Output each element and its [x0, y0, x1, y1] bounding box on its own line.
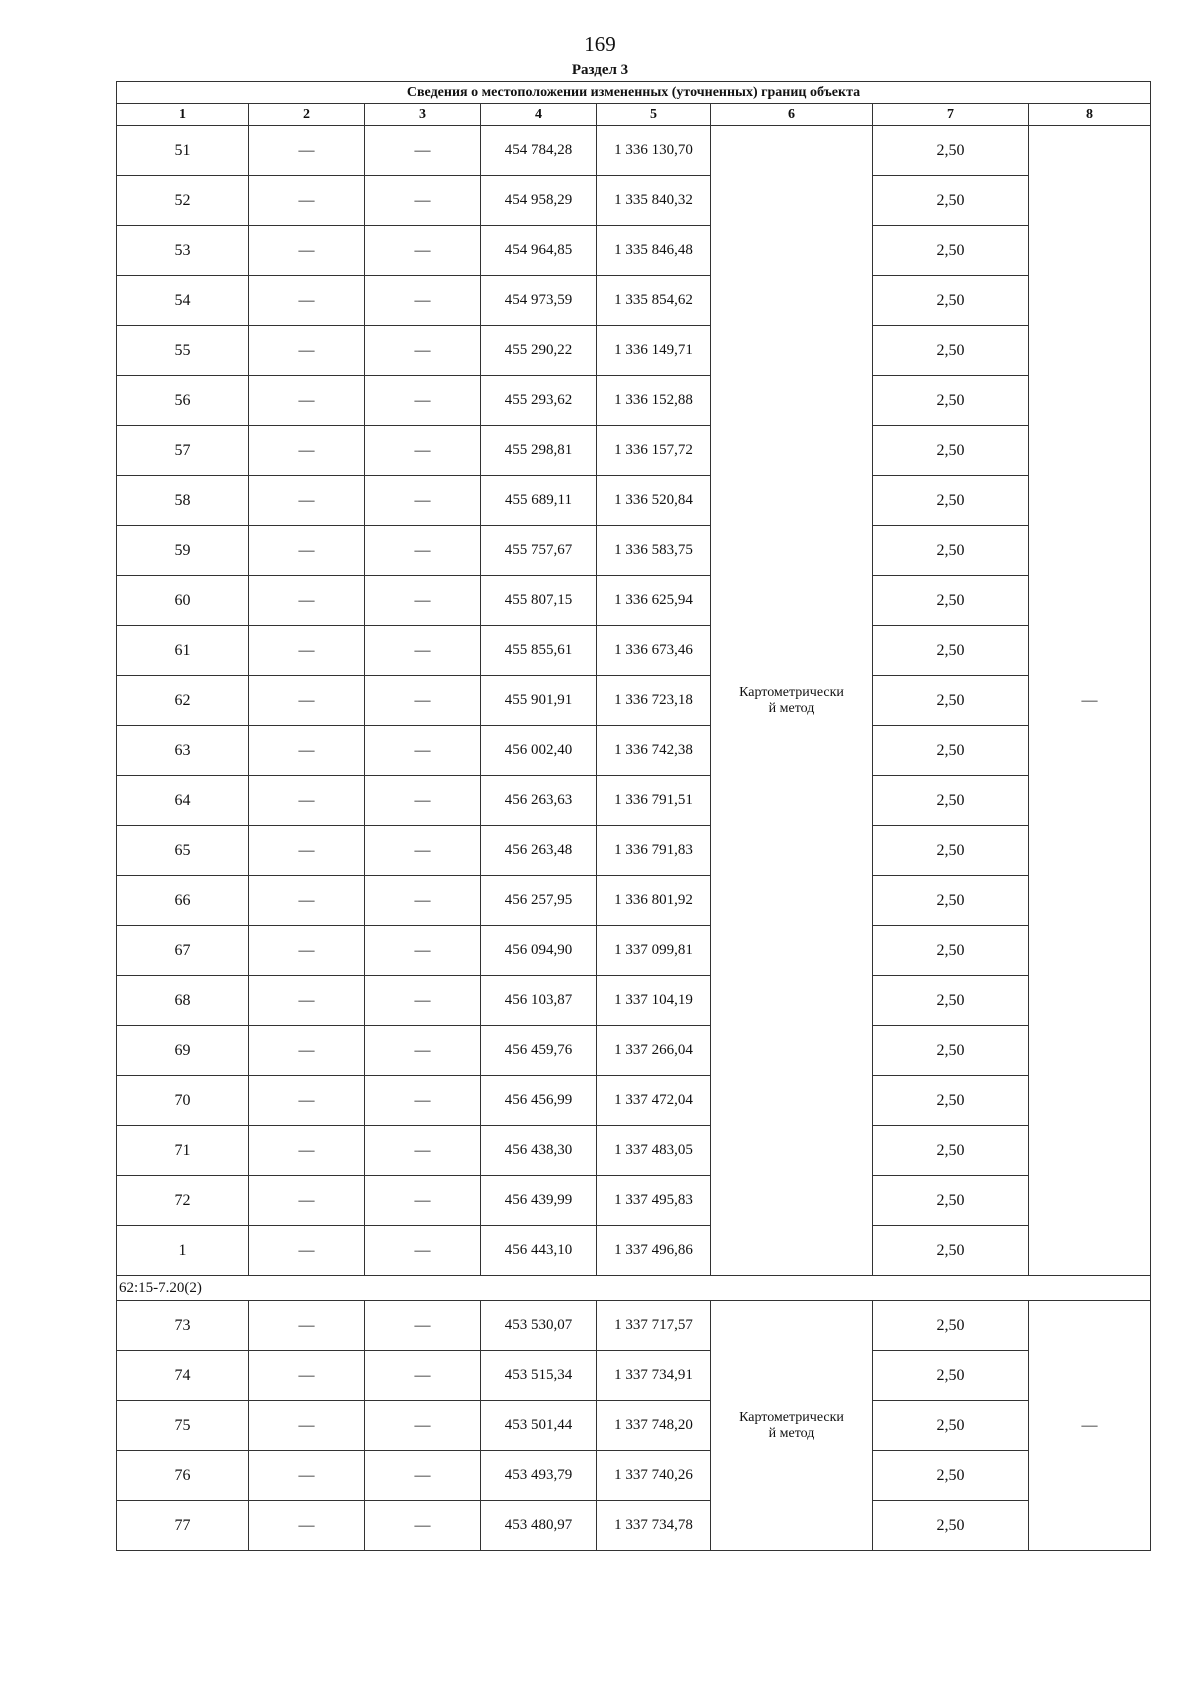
col2-value: — [249, 626, 365, 676]
table-row [117, 426, 1151, 476]
col2-value: — [249, 1226, 365, 1276]
col3-value: — [365, 476, 481, 526]
table-row [117, 1351, 1151, 1401]
col3-value: — [365, 1126, 481, 1176]
accuracy-value: 2,50 [873, 776, 1029, 826]
x-coordinate: 453 480,97 [481, 1501, 597, 1551]
col2-value: — [249, 326, 365, 376]
accuracy-value: 2,50 [873, 326, 1029, 376]
accuracy-value: 2,50 [873, 526, 1029, 576]
col2-value: — [249, 826, 365, 876]
point-number: 61 [117, 626, 249, 676]
point-number: 77 [117, 1501, 249, 1551]
column-number: 2 [249, 104, 365, 126]
point-number: 70 [117, 1076, 249, 1126]
y-coordinate: 1 336 149,71 [597, 326, 711, 376]
y-coordinate: 1 336 130,70 [597, 126, 711, 176]
point-number: 60 [117, 576, 249, 626]
x-coordinate: 456 439,99 [481, 1176, 597, 1226]
accuracy-value: 2,50 [873, 576, 1029, 626]
table-caption: Сведения о местоположении измененных (уточненных) границ объекта [117, 82, 1151, 104]
col3-value: — [365, 326, 481, 376]
point-number: 57 [117, 426, 249, 476]
col2-value: — [249, 776, 365, 826]
col2-value: — [249, 476, 365, 526]
y-coordinate: 1 336 742,38 [597, 726, 711, 776]
accuracy-value: 2,50 [873, 1301, 1029, 1351]
col3-value: — [365, 376, 481, 426]
table-row [117, 1451, 1151, 1501]
table-row [117, 576, 1151, 626]
column-numbers-row [117, 104, 1151, 126]
col2-value: — [249, 1351, 365, 1401]
accuracy-value: 2,50 [873, 726, 1029, 776]
col3-value: — [365, 426, 481, 476]
y-coordinate: 1 337 099,81 [597, 926, 711, 976]
table-row [117, 626, 1151, 676]
col2-value: — [249, 1501, 365, 1551]
accuracy-value: 2,50 [873, 1501, 1029, 1551]
y-coordinate: 1 336 801,92 [597, 876, 711, 926]
col2-value: — [249, 376, 365, 426]
col3-value: — [365, 126, 481, 176]
accuracy-value: 2,50 [873, 1176, 1029, 1226]
x-coordinate: 455 807,15 [481, 576, 597, 626]
table-row [117, 226, 1151, 276]
point-number: 58 [117, 476, 249, 526]
col2-value: — [249, 1176, 365, 1226]
point-number: 72 [117, 1176, 249, 1226]
accuracy-value: 2,50 [873, 926, 1029, 976]
x-coordinate: 456 103,87 [481, 976, 597, 1026]
point-number: 69 [117, 1026, 249, 1076]
point-number: 67 [117, 926, 249, 976]
col8-value: — [1029, 1301, 1151, 1551]
col3-value: — [365, 776, 481, 826]
y-coordinate: 1 337 496,86 [597, 1226, 711, 1276]
col2-value: — [249, 976, 365, 1026]
point-number: 52 [117, 176, 249, 226]
table-row [117, 1226, 1151, 1276]
accuracy-value: 2,50 [873, 226, 1029, 276]
col3-value: — [365, 626, 481, 676]
accuracy-value: 2,50 [873, 676, 1029, 726]
group-row [117, 1276, 1151, 1301]
column-number: 3 [365, 104, 481, 126]
accuracy-value: 2,50 [873, 976, 1029, 1026]
accuracy-value: 2,50 [873, 1126, 1029, 1176]
y-coordinate: 1 337 495,83 [597, 1176, 711, 1226]
column-number: 7 [873, 104, 1029, 126]
table-row [117, 1176, 1151, 1226]
col2-value: — [249, 226, 365, 276]
y-coordinate: 1 336 673,46 [597, 626, 711, 676]
table-row [117, 526, 1151, 576]
col3-value: — [365, 526, 481, 576]
x-coordinate: 456 263,48 [481, 826, 597, 876]
accuracy-value: 2,50 [873, 1076, 1029, 1126]
page-number: 169 [584, 32, 616, 56]
col3-value: — [365, 1301, 481, 1351]
x-coordinate: 455 689,11 [481, 476, 597, 526]
y-coordinate: 1 336 152,88 [597, 376, 711, 426]
x-coordinate: 454 964,85 [481, 226, 597, 276]
point-number: 71 [117, 1126, 249, 1176]
y-coordinate: 1 337 734,91 [597, 1351, 711, 1401]
column-number: 5 [597, 104, 711, 126]
col3-value: — [365, 676, 481, 726]
group-label: 62:15-7.20(2) [117, 1276, 1151, 1301]
x-coordinate: 455 298,81 [481, 426, 597, 476]
point-number: 75 [117, 1401, 249, 1451]
table-caption-row [117, 82, 1151, 104]
point-number: 68 [117, 976, 249, 1026]
section-title: Раздел 3 [571, 62, 629, 78]
col3-value: — [365, 976, 481, 1026]
x-coordinate: 454 958,29 [481, 176, 597, 226]
method-line: Картометрически [739, 684, 844, 700]
table-row [117, 976, 1151, 1026]
col2-value: — [249, 576, 365, 626]
point-number: 62 [117, 676, 249, 726]
y-coordinate: 1 337 734,78 [597, 1501, 711, 1551]
col2-value: — [249, 126, 365, 176]
table-row [117, 1126, 1151, 1176]
point-number: 53 [117, 226, 249, 276]
method-cell [711, 1301, 873, 1551]
col3-value: — [365, 1226, 481, 1276]
accuracy-value: 2,50 [873, 876, 1029, 926]
col3-value: — [365, 1176, 481, 1226]
y-coordinate: 1 336 791,83 [597, 826, 711, 876]
x-coordinate: 456 443,10 [481, 1226, 597, 1276]
col2-value: — [249, 276, 365, 326]
point-number: 63 [117, 726, 249, 776]
y-coordinate: 1 337 472,04 [597, 1076, 711, 1126]
col2-value: — [249, 676, 365, 726]
y-coordinate: 1 335 854,62 [597, 276, 711, 326]
point-number: 66 [117, 876, 249, 926]
table-row [117, 376, 1151, 426]
method-line: Картометрически [739, 1409, 844, 1425]
x-coordinate: 456 456,99 [481, 1076, 597, 1126]
x-coordinate: 456 263,63 [481, 776, 597, 826]
table-row [117, 1301, 1151, 1351]
x-coordinate: 454 973,59 [481, 276, 597, 326]
col3-value: — [365, 176, 481, 226]
col3-value: — [365, 226, 481, 276]
point-number: 65 [117, 826, 249, 876]
col3-value: — [365, 1076, 481, 1126]
x-coordinate: 454 784,28 [481, 126, 597, 176]
point-number: 73 [117, 1301, 249, 1351]
col2-value: — [249, 1076, 365, 1126]
table-row [117, 726, 1151, 776]
col3-value: — [365, 276, 481, 326]
accuracy-value: 2,50 [873, 276, 1029, 326]
accuracy-value: 2,50 [873, 376, 1029, 426]
col2-value: — [249, 926, 365, 976]
col3-value: — [365, 1351, 481, 1401]
table-row [117, 326, 1151, 376]
point-number: 56 [117, 376, 249, 426]
col3-value: — [365, 1401, 481, 1451]
table-row [117, 1076, 1151, 1126]
col3-value: — [365, 826, 481, 876]
x-coordinate: 453 501,44 [481, 1401, 597, 1451]
column-number: 1 [117, 104, 249, 126]
table-row [117, 276, 1151, 326]
table-row [117, 926, 1151, 976]
col8-value: — [1029, 126, 1151, 1276]
accuracy-value: 2,50 [873, 426, 1029, 476]
point-number: 59 [117, 526, 249, 576]
x-coordinate: 456 002,40 [481, 726, 597, 776]
col2-value: — [249, 1401, 365, 1451]
col2-value: — [249, 426, 365, 476]
table-row [117, 676, 1151, 726]
accuracy-value: 2,50 [873, 126, 1029, 176]
col3-value: — [365, 926, 481, 976]
table-row [117, 776, 1151, 826]
accuracy-value: 2,50 [873, 1026, 1029, 1076]
table-row [117, 476, 1151, 526]
x-coordinate: 453 515,34 [481, 1351, 597, 1401]
point-number: 55 [117, 326, 249, 376]
column-number: 4 [481, 104, 597, 126]
y-coordinate: 1 337 748,20 [597, 1401, 711, 1451]
x-coordinate: 456 459,76 [481, 1026, 597, 1076]
point-number: 54 [117, 276, 249, 326]
column-number: 6 [711, 104, 873, 126]
accuracy-value: 2,50 [873, 1401, 1029, 1451]
x-coordinate: 455 293,62 [481, 376, 597, 426]
boundary-coordinates-table [116, 81, 1151, 1551]
x-coordinate: 455 757,67 [481, 526, 597, 576]
col3-value: — [365, 576, 481, 626]
col2-value: — [249, 726, 365, 776]
x-coordinate: 455 290,22 [481, 326, 597, 376]
table-row [117, 1501, 1151, 1551]
method-line: й метод [768, 1425, 815, 1441]
x-coordinate: 455 901,91 [481, 676, 597, 726]
x-coordinate: 453 493,79 [481, 1451, 597, 1501]
col3-value: — [365, 876, 481, 926]
table-row [117, 826, 1151, 876]
y-coordinate: 1 337 266,04 [597, 1026, 711, 1076]
x-coordinate: 455 855,61 [481, 626, 597, 676]
accuracy-value: 2,50 [873, 626, 1029, 676]
table-row [117, 876, 1151, 926]
col2-value: — [249, 1451, 365, 1501]
method-line: й метод [768, 700, 815, 716]
accuracy-value: 2,50 [873, 1451, 1029, 1501]
x-coordinate: 456 438,30 [481, 1126, 597, 1176]
point-number: 1 [117, 1226, 249, 1276]
point-number: 74 [117, 1351, 249, 1401]
column-number: 8 [1029, 104, 1151, 126]
col2-value: — [249, 1126, 365, 1176]
col2-value: — [249, 526, 365, 576]
y-coordinate: 1 336 520,84 [597, 476, 711, 526]
y-coordinate: 1 337 483,05 [597, 1126, 711, 1176]
y-coordinate: 1 337 717,57 [597, 1301, 711, 1351]
y-coordinate: 1 335 846,48 [597, 226, 711, 276]
col2-value: — [249, 176, 365, 226]
y-coordinate: 1 336 583,75 [597, 526, 711, 576]
col3-value: — [365, 1026, 481, 1076]
col3-value: — [365, 1501, 481, 1551]
table-row [117, 126, 1151, 176]
y-coordinate: 1 337 104,19 [597, 976, 711, 1026]
y-coordinate: 1 336 723,18 [597, 676, 711, 726]
point-number: 76 [117, 1451, 249, 1501]
accuracy-value: 2,50 [873, 1226, 1029, 1276]
point-number: 64 [117, 776, 249, 826]
accuracy-value: 2,50 [873, 1351, 1029, 1401]
x-coordinate: 456 094,90 [481, 926, 597, 976]
point-number: 51 [117, 126, 249, 176]
table-row [117, 1026, 1151, 1076]
col3-value: — [365, 1451, 481, 1501]
accuracy-value: 2,50 [873, 476, 1029, 526]
y-coordinate: 1 335 840,32 [597, 176, 711, 226]
col2-value: — [249, 1301, 365, 1351]
y-coordinate: 1 336 625,94 [597, 576, 711, 626]
method-cell [711, 126, 873, 1276]
col3-value: — [365, 726, 481, 776]
col2-value: — [249, 1026, 365, 1076]
y-coordinate: 1 336 791,51 [597, 776, 711, 826]
x-coordinate: 456 257,95 [481, 876, 597, 926]
table-row [117, 1401, 1151, 1451]
y-coordinate: 1 337 740,26 [597, 1451, 711, 1501]
accuracy-value: 2,50 [873, 176, 1029, 226]
col2-value: — [249, 876, 365, 926]
table-row [117, 176, 1151, 226]
x-coordinate: 453 530,07 [481, 1301, 597, 1351]
y-coordinate: 1 336 157,72 [597, 426, 711, 476]
accuracy-value: 2,50 [873, 826, 1029, 876]
